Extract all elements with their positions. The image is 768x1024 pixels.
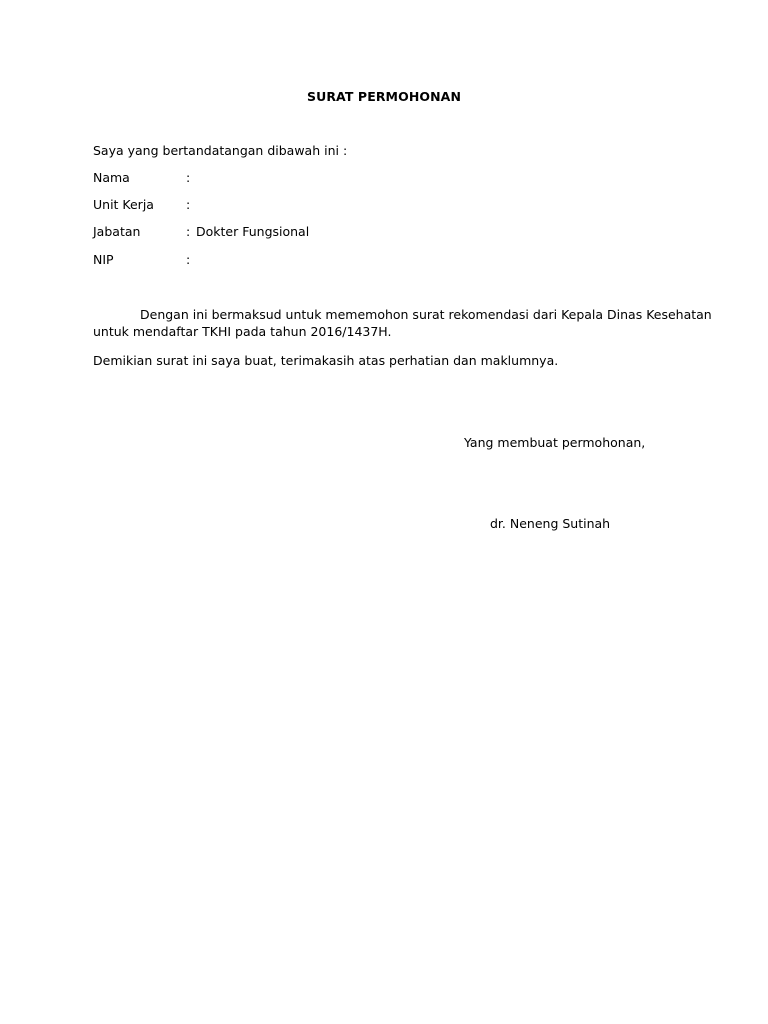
field-colon: : [186, 197, 191, 212]
field-unit-kerja [93, 197, 196, 212]
field-nama [93, 170, 196, 185]
field-colon: : [186, 252, 191, 267]
closing-statement: Demikian surat ini saya buat, terimakasih atas perhatian dan maklumnya. [93, 353, 559, 368]
intro-text: Saya yang bertandatangan dibawah ini : [93, 143, 348, 158]
field-jabatan [93, 224, 309, 239]
body-paragraph-line1: Dengan ini bermaksud untuk mememohon surat rekomendasi dari Kepala Dinas Kesehatan [140, 307, 712, 322]
signer-name: dr. Neneng Sutinah [490, 516, 611, 531]
field-label: Jabatan [93, 224, 141, 239]
field-nip [93, 252, 196, 267]
body-paragraph-line2: untuk mendaftar TKHI pada tahun 2016/1437H. [93, 324, 392, 339]
field-value: Dokter Fungsional [196, 224, 310, 239]
field-label: Nama [93, 170, 130, 185]
closing-phrase: Yang membuat permohonan, [464, 435, 646, 450]
field-label: Unit Kerja [93, 197, 154, 212]
field-colon: : [186, 224, 191, 239]
field-label: NIP [93, 252, 114, 267]
letter-title: SURAT PERMOHONAN [306, 89, 462, 104]
field-colon: : [186, 170, 191, 185]
